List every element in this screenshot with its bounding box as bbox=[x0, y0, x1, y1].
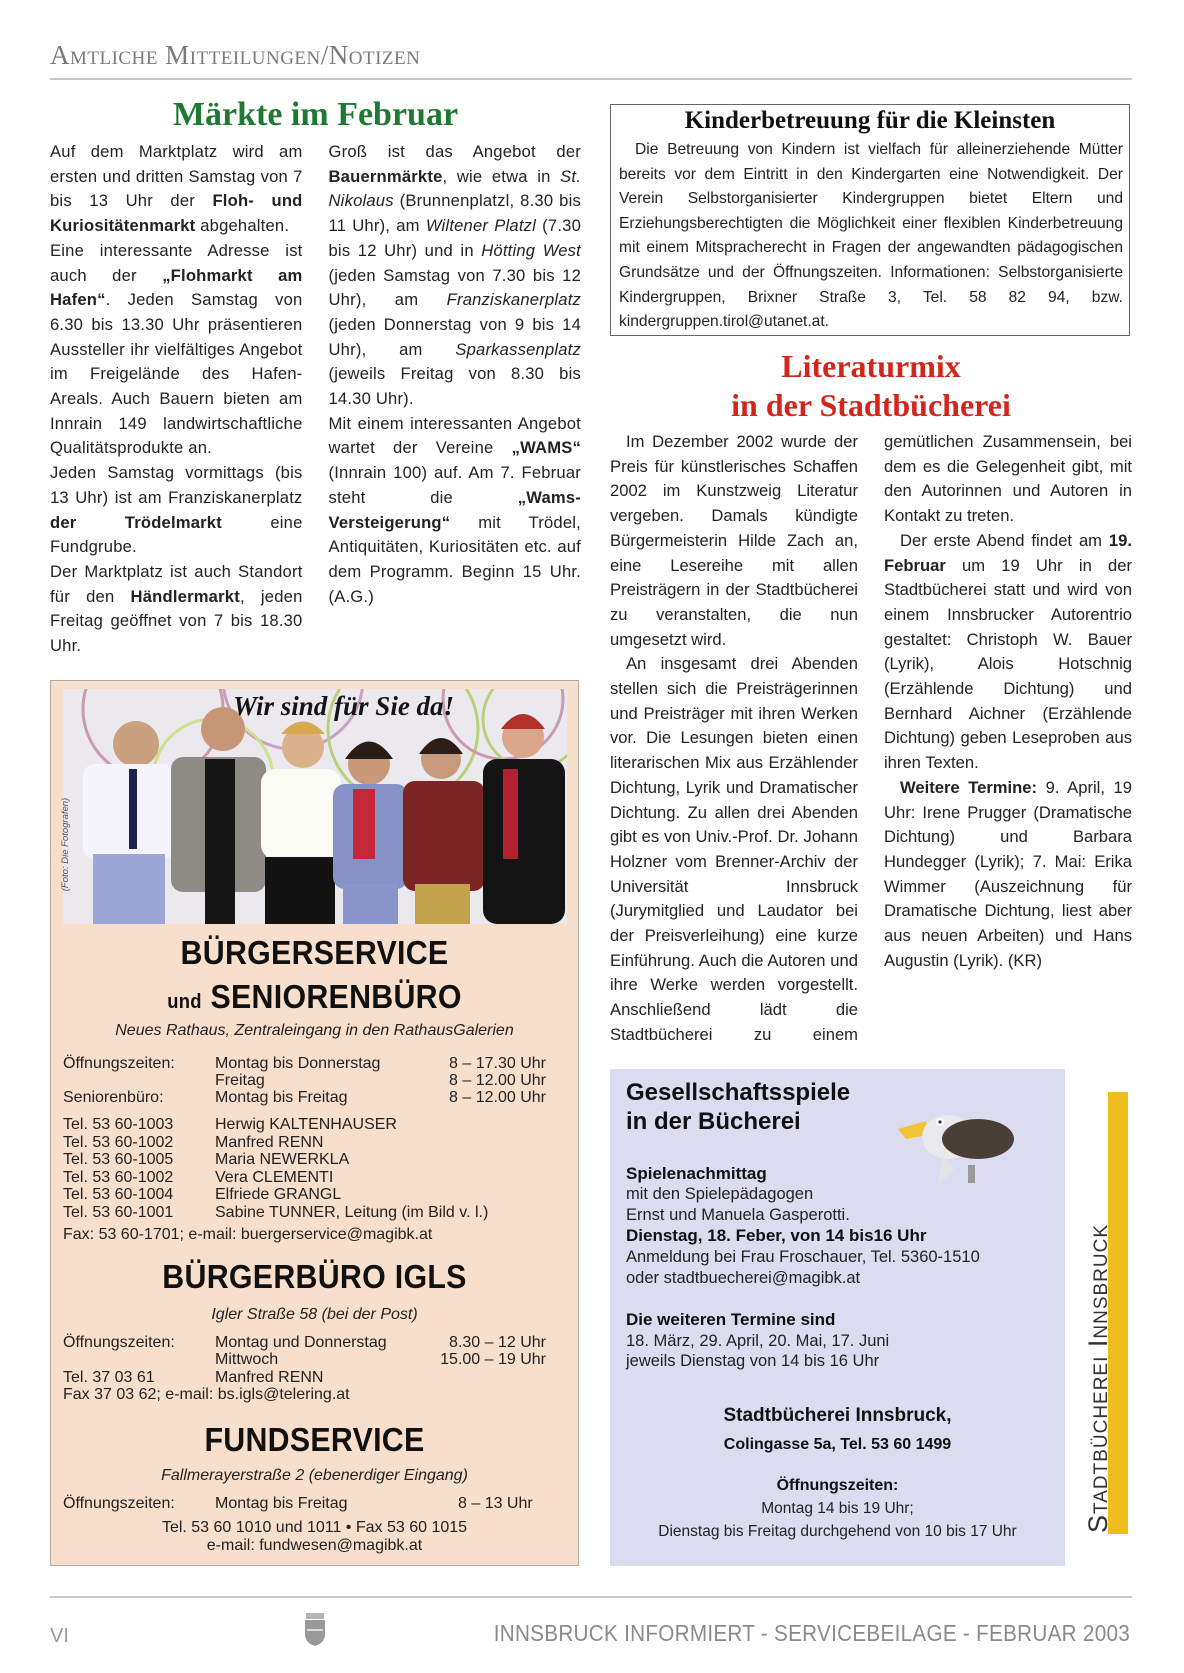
paragraph bbox=[610, 430, 858, 652]
text: Mit einem interessanten Angebot wartet der Vereine bbox=[328, 413, 581, 458]
row-label: Tel. 53 60-1005 bbox=[63, 1151, 174, 1168]
row-label: Tel. 53 60-1003 bbox=[63, 1116, 174, 1133]
page-number: VI bbox=[50, 1625, 69, 1647]
row-label: Tel. 53 60-1002 bbox=[63, 1168, 174, 1186]
row-value: Manfred RENN bbox=[215, 1368, 324, 1386]
paragraph bbox=[884, 776, 1132, 974]
italic-text: Sparkassenplatz bbox=[455, 339, 581, 359]
library-hours-1: Montag 14 bis 19 Uhr; bbox=[761, 1500, 914, 1517]
text: (Innrain 100) auf. Am 7. Februar steht die bbox=[328, 463, 581, 507]
text: eine Fundgrube. bbox=[50, 512, 303, 557]
text: abgehalten. bbox=[195, 216, 290, 236]
article-title-maerkte: Märkte im Februar bbox=[172, 96, 459, 133]
team-photo bbox=[60, 689, 567, 924]
row-value: Herwig KALTENHAUSER bbox=[215, 1116, 397, 1133]
row-time: 8.30 – 12 Uhr bbox=[449, 1334, 546, 1351]
paragraph bbox=[884, 529, 1132, 776]
bold-text: „Wams-Versteigerung“ bbox=[328, 487, 581, 532]
more-dates-title: Die weiteren Termine sind bbox=[626, 1310, 836, 1329]
buergerservice-ad bbox=[50, 680, 579, 1566]
text: um 19 Uhr in der Stadtbücherei statt und wird von einem Innsbrucker Autorentrio gestaltet: Christoph W. Bauer (Lyrik), Alois Hotschnig (Erzählende Dichtung) und Bernhard Aichner (Erzählende Dichtung) geben Leseproben aus ihren Texten. bbox=[884, 555, 1132, 773]
seniorenbuero-title bbox=[72, 978, 557, 1016]
row-label: Öffnungszeiten: bbox=[63, 1055, 175, 1072]
more-dates: 18. März, 29. April, 20. Mai, 17. Juni bbox=[626, 1332, 890, 1350]
footer-divider bbox=[50, 1596, 1132, 1598]
paragraph bbox=[50, 239, 303, 461]
row-label: Tel. 53 60-1004 bbox=[63, 1186, 174, 1203]
italic-text: Hötting West bbox=[481, 240, 581, 260]
row-time: 8 – 17.30 Uhr bbox=[449, 1055, 546, 1072]
library-hours-2: Dienstag bis Freitag durchgehend von 10 bis 17 Uhr bbox=[658, 1523, 1017, 1540]
library-hours-title: Öffnungszeiten: bbox=[776, 1477, 899, 1494]
paragraph bbox=[50, 140, 303, 239]
article-title-kinderbetreuung: Kinderbetreuung für die Kleinsten bbox=[684, 107, 1056, 134]
text: (Brunnenplatzl, 8.30 bis 11 Uhr), am bbox=[328, 191, 581, 236]
row-label: Seniorenbüro: bbox=[63, 1089, 164, 1106]
gesellschaftsspiele-ad bbox=[610, 1069, 1130, 1566]
bold-text: Floh- und Kuriositätenmarkt bbox=[50, 191, 303, 236]
header-divider bbox=[50, 78, 1132, 80]
more-dates-time: jeweils Dienstag von 14 bis 16 Uhr bbox=[626, 1352, 880, 1370]
row-value: Sabine TUNNER, Leitung (im Bild v. l.) bbox=[215, 1203, 489, 1221]
italic-text: St. Nikolaus bbox=[328, 166, 581, 211]
row-value: Maria NEWERKLA bbox=[215, 1151, 350, 1168]
text: 9. April, 19 Uhr: Irene Prugger (Dramatische Dichtung) und Barbara Hundegger (Lyrik); 7. Mai: Erika Wimmer (Auszeichnung für Dramatische Dichtung, liest aber aus neuen Arbeiten) und Hans Augustin (Lyrik). (KR) bbox=[884, 777, 1132, 970]
event-line1: mit den Spielepädagogen bbox=[626, 1185, 814, 1203]
event-signup: Anmeldung bei Frau Froschauer, Tel. 5360-1510 bbox=[626, 1248, 980, 1266]
title-connector: und bbox=[167, 991, 202, 1013]
row-value: Montag bis Freitag bbox=[215, 1089, 348, 1106]
row-time: 8 – 12.00 Uhr bbox=[449, 1072, 546, 1089]
text: (jeweils Freitag von 8.30 bis 14.30 Uhr). bbox=[328, 364, 581, 409]
bold-text: Händlermarkt bbox=[130, 586, 240, 606]
spiele-title-line2: in der Bücherei bbox=[626, 1108, 801, 1135]
section-header: Amtliche Mitteilungen/Notizen bbox=[50, 40, 421, 70]
kinderbetreuung-box bbox=[610, 104, 1130, 336]
hours-label: Öffnungszeiten: bbox=[63, 1495, 175, 1512]
row-value: Mittwoch bbox=[215, 1351, 279, 1369]
article-body-kinderbetreuung: Die Betreuung von Kindern ist vielfach für alleinerziehende Mütter bereits vor dem Eintritt in den Kindergarten eine Notwendigkeit. Der Verein Selbstorganisierter Kindergruppen bietet Eltern und Erziehungsberechtigten die Möglichkeit einer flexiblen Kinderbetreuung mit einem Mitspracherecht in Fragen der angewandten pädagogischen Grundsätze und der Öffnungszeiten. Informationen: Selbstorganisierte Kindergruppen, Brixner Straße 3, Tel. 58 82 94, bzw. kindergruppen.tirol@utanet.at. bbox=[619, 141, 1123, 331]
buergerservice-fax: Fax: 53 60-1701; e-mail: buergerservice@magibk.at bbox=[63, 1226, 433, 1243]
row-time: 8 – 12.00 Uhr bbox=[449, 1089, 546, 1106]
event-line2: Ernst und Manuela Gasperotti. bbox=[626, 1206, 850, 1224]
paragraph bbox=[50, 461, 303, 560]
bold-text: „WAMS“ bbox=[511, 438, 581, 458]
text: Groß ist das Angebot der bbox=[328, 142, 581, 161]
article-title-literaturmix: Literaturmix bbox=[781, 348, 961, 384]
row-value: Elfriede GRANGL bbox=[215, 1186, 342, 1203]
library-name: Stadtbücherei Innsbruck, bbox=[723, 1405, 952, 1426]
fundservice-title: FUNDSERVICE bbox=[204, 1421, 425, 1458]
event-signup-email: oder stadtbuecherei@magibk.at bbox=[626, 1269, 861, 1287]
text: , wie etwa in bbox=[442, 166, 561, 186]
hours-time: 8 – 13 Uhr bbox=[458, 1495, 533, 1512]
hours-days: Montag bis Freitag bbox=[215, 1495, 348, 1512]
article-title-literaturmix-line2: in der Stadtbücherei bbox=[731, 387, 1011, 423]
text: . Jeden Samstag von 6.30 bis 13.30 Uhr präsentieren Aussteller ihr vielfältiges Angebot im Freigelände des Hafen-Areals. Auch Bauern bieten am Innrain 149 landwirtschaftliche Qualitätsprodukte an. bbox=[50, 290, 303, 458]
fundservice-location: Fallmerayerstraße 2 (ebenerdiger Eingang) bbox=[161, 1467, 468, 1484]
bold-text: „Flohmarkt am Hafen“ bbox=[50, 265, 303, 310]
library-logo-text: Stadtbücherei Innsbruck bbox=[1083, 1223, 1113, 1533]
igls-location: Igler Straße 58 (bei der Post) bbox=[211, 1306, 418, 1323]
row-label: Tel. 37 03 61 bbox=[63, 1368, 155, 1386]
event-date: Dienstag, 18. Feber, von 14 bis16 Uhr bbox=[626, 1226, 927, 1245]
article-body-literaturmix bbox=[610, 430, 1132, 1050]
photo-credit: (Foto: Die Fotografen) bbox=[60, 797, 72, 892]
text: mit Trödel, Antiquitäten, Kuriositäten etc. auf dem Programm. Beginn 15 Uhr. (A.G.) bbox=[328, 512, 581, 606]
bold-text: 19. Februar bbox=[884, 530, 1132, 575]
buergerservice-location: Neues Rathaus, Zentraleingang in den RathausGalerien bbox=[115, 1022, 514, 1039]
italic-text: Wiltener Platzl bbox=[425, 216, 537, 236]
library-address: Colingasse 5a, Tel. 53 60 1499 bbox=[723, 1436, 952, 1453]
text: Der erste Abend findet am bbox=[900, 530, 1109, 550]
text: Jeden Samstag vormittags (bis 13 Uhr) ist am Franziskanerplatz bbox=[50, 463, 303, 507]
team-photo-image bbox=[63, 689, 567, 924]
text: , jeden Freitag geöffnet von 7 bis 18.30 Uhr. bbox=[50, 586, 303, 656]
fundservice-email: e-mail: fundwesen@magibk.at bbox=[206, 1537, 423, 1554]
city-crest-icon bbox=[304, 1612, 326, 1646]
text: An insgesamt drei Abenden stellen sich die Preisträgerinnen und Preisträger mit ihren Werken vor. Die Lesungen bieten einen literarischen Mix aus Erzählender Dichtung, Lyrik und Dramatischer Dichtung. Zu allen drei Abenden gibt es von Univ.-Prof. Dr. Johann Holzner vom Brenner-Archiv der Universität Innsbruck (Jurymitglied und Laudator bei der Preisverleihung) eine kurze Einführung. Auch die Autoren und ihre Werke werden vorgestellt. Anschließend lädt die Stadtbücherei zu einem gemütlichen Zusammensein, bei dem es die Gelegenheit gibt, mit den Autorinnen und Autoren in Kontakt zu treten. bbox=[610, 432, 1132, 1044]
article-body-maerkte bbox=[50, 140, 581, 670]
row-label: Öffnungszeiten: bbox=[63, 1334, 175, 1351]
row-value: Montag und Donnerstag bbox=[215, 1334, 387, 1351]
event-title: Spielenachmittag bbox=[626, 1164, 767, 1183]
bold-text: der Trödelmarkt bbox=[50, 512, 222, 532]
row-label: Tel. 53 60-1002 bbox=[63, 1133, 174, 1151]
row-value: Manfred RENN bbox=[215, 1133, 324, 1151]
row-time: 15.00 – 19 Uhr bbox=[440, 1351, 546, 1369]
bold-text: Bauernmärkte bbox=[328, 166, 443, 186]
row-label: Tel. 53 60-1001 bbox=[63, 1203, 174, 1221]
text: (jeden Samstag von 7.30 bis 12 Uhr), am bbox=[328, 265, 581, 310]
bird-illustration bbox=[898, 1107, 1024, 1191]
photo-caption: Wir sind für Sie da! bbox=[233, 691, 455, 721]
text: Auf dem Marktplatz wird am ersten und dritten Samstag von 7 bis 13 Uhr der bbox=[50, 142, 303, 211]
text: Der Marktplatz ist auch Standort für den bbox=[50, 561, 303, 606]
spiele-title-line1: Gesellschaftsspiele bbox=[626, 1079, 851, 1106]
igls-fax: Fax 37 03 62; e-mail: bs.igls@telering.at bbox=[63, 1386, 350, 1403]
seniorenbuero-title-text: SENIORENBÜRO bbox=[210, 978, 462, 1015]
text: Eine interessante Adresse ist auch der bbox=[50, 240, 303, 285]
igls-title: BÜRGERBÜRO IGLS bbox=[162, 1258, 467, 1295]
publication-footer: INNSBRUCK INFORMIERT - SERVICEBEILAGE - FEBRUAR 2003 bbox=[493, 1620, 1130, 1646]
text: (7.30 bis 12 Uhr) und in bbox=[328, 216, 581, 260]
row-value: Montag bis Donnerstag bbox=[215, 1055, 381, 1072]
fundservice-tel: Tel. 53 60 1010 und 1011 • Fax 53 60 1015 bbox=[161, 1519, 468, 1536]
text: Im Dezember 2002 wurde der Preis für künstlerisches Schaffen 2002 im Kunstzweig Literatur vergeben. Damals kündigte Bürgermeisterin Hilde Zach an, eine Lesereihe mit allen Preisträgern in der Stadtbücherei zu veranstalten, die nun umgesetzt wird. bbox=[610, 432, 858, 649]
text: (jeden Donnerstag von 9 bis 14 Uhr), am bbox=[328, 314, 581, 359]
paragraph bbox=[329, 412, 582, 610]
row-value: Freitag bbox=[215, 1072, 265, 1089]
paragraph bbox=[50, 560, 303, 659]
paragraph bbox=[329, 140, 582, 412]
italic-text: Franziskanerplatz bbox=[446, 290, 581, 310]
bold-text: Weitere Termine: bbox=[900, 777, 1038, 797]
buergerservice-title: BÜRGERSERVICE bbox=[180, 934, 449, 971]
row-value: Vera CLEMENTI bbox=[215, 1168, 334, 1186]
